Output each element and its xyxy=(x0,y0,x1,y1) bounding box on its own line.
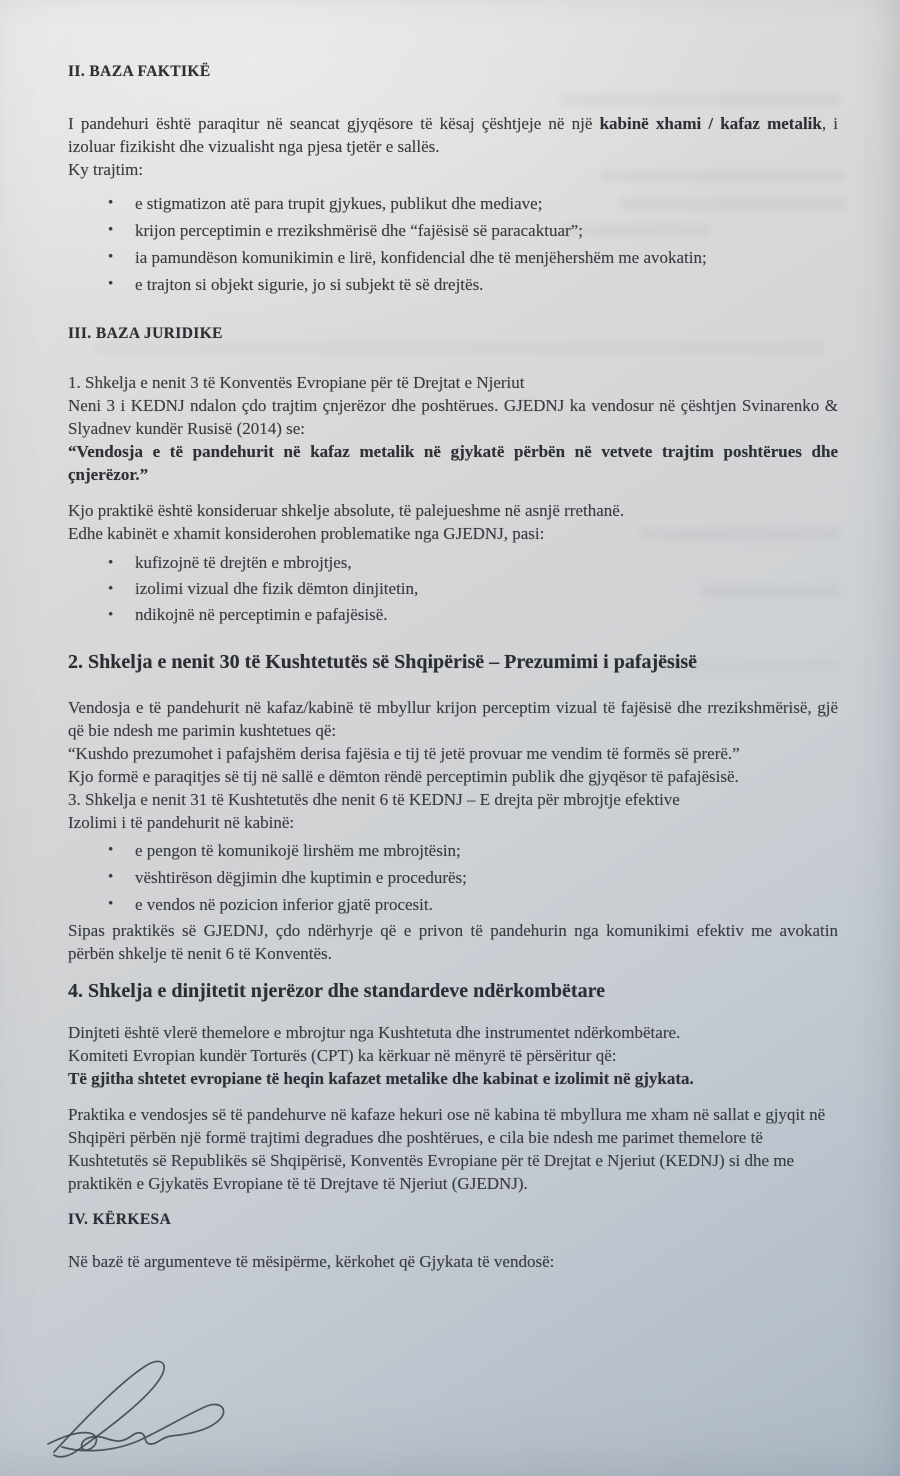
bullet-list-trajtimi xyxy=(68,190,838,298)
text-segment: , i izoluar fizikisht dhe vizualisht nga pjesa tjetër e sallës. xyxy=(68,114,838,156)
list-item: • kufizojnë të drejtën e mbrojtjes, xyxy=(106,550,838,576)
signature-stroke xyxy=(48,1404,224,1450)
list-item: • ia pamundëson komunikimin e lirë, konfidencial dhe të menjëhershëm me avokatin; xyxy=(106,244,838,271)
bullet-list-kabinat xyxy=(68,550,838,628)
list-item: • e pengon të komunikojë lirshëm me mbrojtësin; xyxy=(106,837,838,864)
paragraph-praktika: Praktika e vendosjes së të pandehurve në kafaze hekuri ose në kabina të mbyllura me xham në sallat e gjyqit në Shqipëri përbën një formë trajtimi degradues dhe poshtërues, e cila bie ndesh me parimet themelore të Kushtetutës së Republikës së Shqipërisë, Konventës Evropiane për të Drejtat e Njeriut (KEDNJ) si dhe me praktikën e Gjykatës Evropiane të të Drejtave të Njeriut (GJEDNJ). xyxy=(68,1105,826,1193)
list-item: • e trajton si objekt sigurie, jo si subjekt të së drejtës. xyxy=(106,271,838,298)
paragraph-pandehuri xyxy=(68,112,838,158)
subheading-shkelja-neni31: 3. Shkelja e nenit 31 të Kushtetutës dhe nenit 6 të KEDNJ – E drejta për mbrojtje efektive xyxy=(68,790,680,809)
text-segment-bold: kabinë xhami / kafaz metalik xyxy=(599,114,822,133)
quote-kushdo-prezumohet: “Kushdo prezumohet i pafajshëm derisa fajësia e tij të jetë provuar me vendim të formës së prerë.” xyxy=(68,744,740,763)
text-segment: I pandehuri është paraqitur në seancat gjyqësore të kësaj çështjeje në një xyxy=(68,114,600,133)
list-item: • e vendos në pozicion inferior gjatë procesit. xyxy=(106,891,838,918)
signature xyxy=(44,1352,244,1464)
statement-cpt-bold: Të gjitha shtetet evropiane të heqin kafazet metalike dhe kabinat e izolimit në gjykata. xyxy=(68,1069,694,1088)
paragraph-sipas-praktikes: Sipas praktikës së GJEDNJ, çdo ndërhyrje që e privon të pandehurin nga komunikimi efektiv me avokatin përbën shkelje të nenit 6 të Konventës. xyxy=(68,921,838,963)
paragraph-edhe-kabinet: Edhe kabinët e xhamit konsiderohen problematike nga GJEDNJ, pasi: xyxy=(68,524,545,543)
paragraph-dinjteti: Dinjteti është vlerë themelore e mbrojtur nga Kushtetuta dhe instrumentet ndërkombëtare. xyxy=(68,1023,681,1042)
paragraph-ne-baze: Në bazë të argumenteve të mësipërme, kërkohet që Gjykata të vendosë: xyxy=(68,1252,555,1271)
bullet-list-izolimi xyxy=(68,837,838,918)
list-item: • ndikojnë në perceptimin e pafajësisë. xyxy=(106,602,838,628)
section-heading-baza-faktike: II. BAZA FAKTIKË xyxy=(68,63,211,80)
section-heading-baza-juridike: III. BAZA JURIDIKE xyxy=(68,325,223,342)
paragraph-kjo-praktike: Kjo praktikë është konsideruar shkelje absolute, të palejueshme në asnjë rrethanë. xyxy=(68,501,625,520)
paragraph-vendosja-kabine: Vendosja e të pandehurit në kafaz/kabinë të mbyllur krijon perceptim vizual të fajësisë dhe rrezikshmërisë, gjë që bie ndesh me parimin kushtetues që: xyxy=(68,698,838,740)
list-item: • krijon perceptimin e rrezikshmërisë dhe “fajësisë së paracaktuar”; xyxy=(106,217,838,244)
subheading-shkelja-neni3: 1. Shkelja e nenit 3 të Konventës Evropiane për të Drejtat e Njeriut xyxy=(68,373,525,392)
paragraph-komiteti: Komiteti Evropian kundër Torturës (CPT) ka kërkuar në mënyrë të përsëritur që: xyxy=(68,1046,617,1065)
list-item: • izolimi vizual dhe fizik dëmton dinjitetin, xyxy=(106,576,838,602)
list-item: • vështirëson dëgjimin dhe kuptimin e procedurës; xyxy=(106,864,838,891)
paragraph-kjo-forme: Kjo formë e paraqitjes së tij në sallë e dëmton rëndë perceptimin publik dhe gjyqësor të pafajësisë. xyxy=(68,767,739,786)
paragraph-izolimi: Izolimi i të pandehurit në kabinë: xyxy=(68,813,295,832)
quote-vendosja-kafaz: “Vendosja e të pandehurit në kafaz metalik në gjykatë përbën në vetvete trajtim poshtërues dhe çnjerëzor.” xyxy=(68,442,838,484)
section-heading-kerkesa: IV. KËRKESA xyxy=(68,1211,172,1228)
subsection-heading-dinjiteti: 4. Shkelja e dinjitetit njerëzor dhe standardeve ndërkombëtare xyxy=(68,980,605,1002)
subsection-heading-neni30: 2. Shkelja e nenit 30 të Kushtetutës së Shqipërisë – Prezumimi i pafajësisë xyxy=(68,651,698,673)
paragraph-neni3: Neni 3 i KEDNJ ndalon çdo trajtim çnjerëzor dhe poshtërues. GJEDNJ ka vendosur në çështjen Svinarenko & Slyadnev kundër Rusisë (2014) se: xyxy=(68,396,838,438)
paragraph-ky-trajtim: Ky trajtim: xyxy=(68,160,144,179)
list-item: • e stigmatizon atë para trupit gjykues, publikut dhe mediave; xyxy=(106,190,838,217)
